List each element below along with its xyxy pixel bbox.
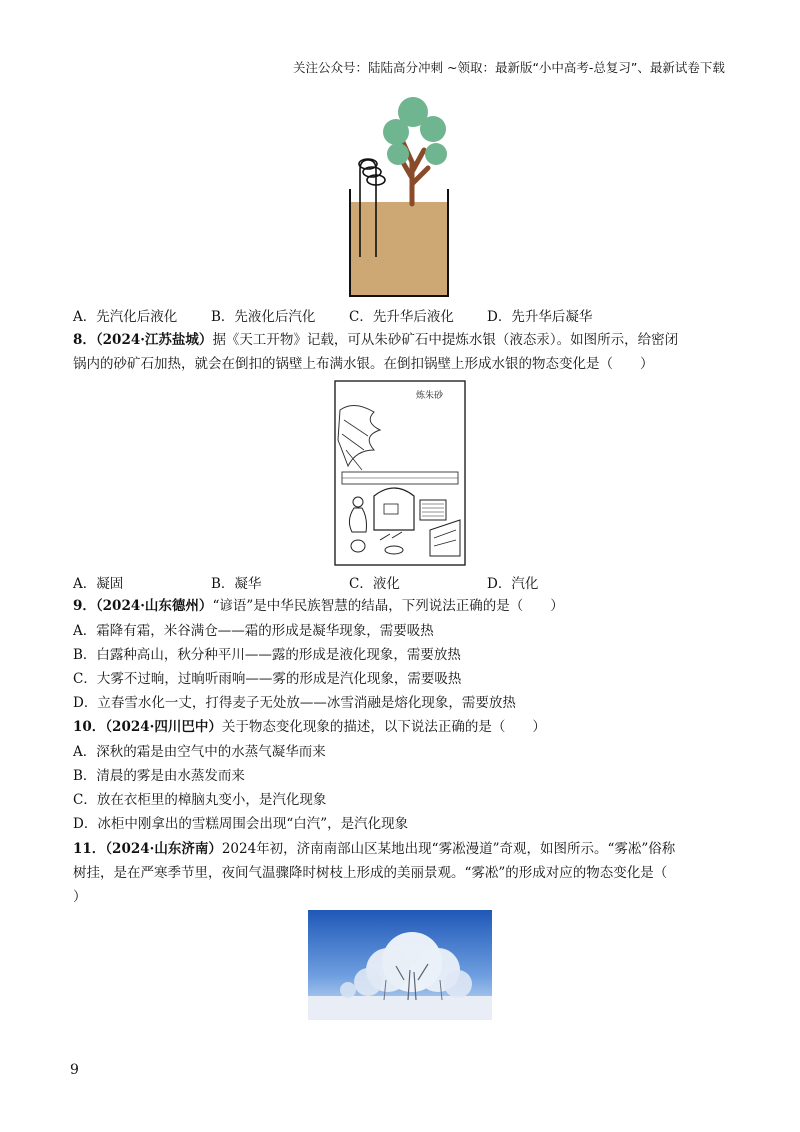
q8-option: C．液化: [349, 576, 400, 592]
q9-option-c: C．大雾不过晌，过晌听雨响——雾的形成是汽化现象，需要吸热: [73, 671, 462, 687]
soil: [350, 202, 448, 296]
q9-option-a: A．霜降有霜，米谷满仓——霜的形成是凝华现象，需要吸热: [73, 623, 434, 639]
page-number: 9: [70, 1062, 79, 1078]
q8-options: [73, 572, 538, 592]
question-source: （2024·山东济南）: [105, 841, 222, 857]
question-source: （2024·江苏盐城）: [95, 332, 213, 348]
rime-trees-photo: [308, 910, 492, 1020]
q7-option: A．先汽化后液化: [73, 309, 178, 325]
tree-container-figure: [340, 92, 465, 298]
q9-stem: 9．（2024·山东德州）“谚语”是中华民族智慧的结晶，下列说法正确的是（ ）: [73, 598, 564, 614]
question-source: （2024·四川巴中）: [105, 719, 222, 735]
q10-stem: 10．（2024·四川巴中）关于物态变化现象的描述，以下说法正确的是（ ）: [73, 719, 546, 735]
tree-leaf: [387, 143, 409, 165]
tree-leaf: [383, 119, 409, 145]
q10-option-c: C．放在衣柜里的樟脑丸变小，是汽化现象: [73, 792, 327, 808]
q8-stem-line2: 锅内的砂矿石加热，就会在倒扣的锅壁上布满水银。在倒扣锅壁上形成水银的物态变化是（ ）: [73, 356, 654, 372]
question-number: 8．: [73, 332, 96, 348]
woodblock-illustration: [334, 380, 466, 566]
tree-leaf: [420, 116, 446, 142]
q10-option-a: A．深秋的霜是由空气中的水蒸气凝华而来: [73, 744, 326, 760]
question-number: 9．: [73, 598, 96, 614]
q10-option-d: D．冰柜中刚拿出的雪糕周围会出现“白汽”，是汽化现象: [73, 816, 409, 832]
question-number: 11．: [73, 841, 106, 857]
tree-leaf: [425, 143, 447, 165]
q8-option: A．凝固: [73, 576, 124, 592]
question-source: （2024·山东德州）: [95, 598, 213, 614]
q10-option-b: B．清晨的雾是由水蒸发而来: [73, 768, 245, 784]
q7-options: [73, 305, 592, 325]
q7-option: C．先升华后液化: [349, 309, 454, 325]
q11-stem-line1: 11．（2024·山东济南）2024年初，济南南部山区某地出现“雾凇漫道”奇观，如图所示。“雾凇”俗称: [73, 841, 676, 857]
q8-option: D．汽化: [487, 576, 539, 592]
q11-stem-line3: ）: [73, 889, 87, 905]
q9-option-d: D．立春雪水化一丈，打得麦子无处放——冰雪消融是熔化现象，需要放热: [73, 695, 516, 711]
q8-option: B．凝华: [211, 576, 262, 592]
question-number: 10．: [73, 719, 106, 735]
figure-caption: 炼朱砂: [416, 391, 444, 401]
q7-option: B．先液化后汽化: [211, 309, 316, 325]
q9-option-b: B．白露种高山，秋分种平川——露的形成是液化现象，需要放热: [73, 647, 461, 663]
q11-stem-line2: 树挂，是在严寒季节里，夜间气温骤降时树枝上形成的美丽景观。“雾凇”的形成对应的物态变化是（: [73, 865, 668, 881]
q7-option: D．先升华后凝华: [487, 309, 593, 325]
q8-stem-line1: 8．（2024·江苏盐城）据《天工开物》记载，可从朱砂矿石中提炼水银（液态汞）。如图所示，给密闭: [73, 332, 679, 348]
page-header: 关注公众号：陆陆高分冲刺 ~领取：最新版“小中高考-总复习”、最新试卷下载: [293, 60, 725, 75]
